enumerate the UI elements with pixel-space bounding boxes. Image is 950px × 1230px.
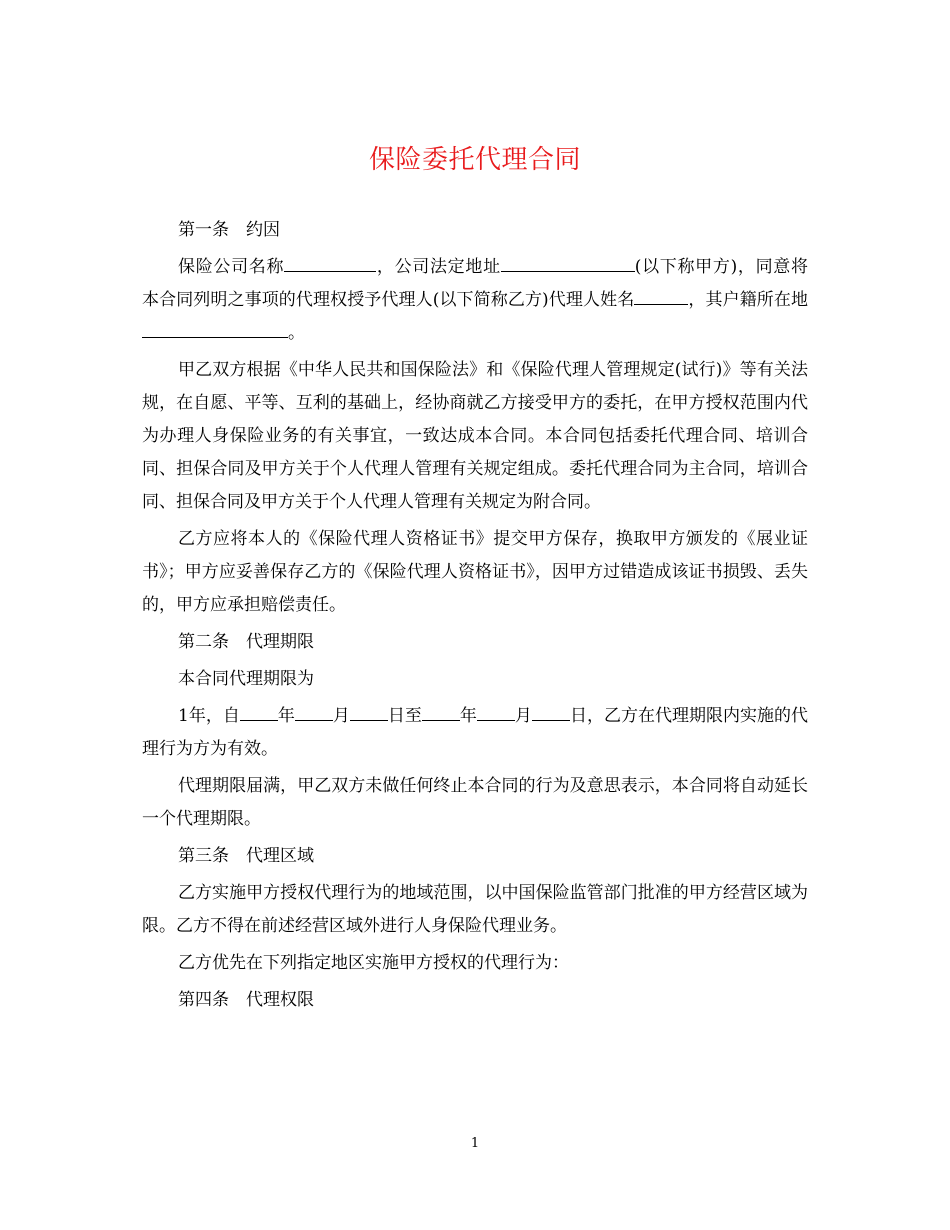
text-segment: 保险公司名称	[178, 257, 285, 277]
blank-company-name	[284, 254, 376, 272]
blank-household-registration	[142, 320, 288, 338]
article-1-paragraph-1	[142, 251, 808, 350]
blank-end-month	[477, 703, 515, 721]
blank-start-month	[295, 703, 333, 721]
contract-body	[142, 214, 808, 1021]
article-1-paragraph-3: 乙方应将本人的《保险代理人资格证书》提交甲方保存，换取甲方颁发的《展业证书》；甲方应妥善保存乙方的《保险代理人资格证书》，因甲方过错造成该证书损毁、丢失的，甲方应承担赔偿责任。	[142, 529, 808, 615]
article-1-paragraph-2: 甲乙双方根据《中华人民共和国保险法》和《保险代理人管理规定(试行)》等有关法规，在自愿、平等、互利的基础上，经协商就乙方接受甲方的委托，在甲方授权范围内代为办理人身保险业务的有关事宜，一致达成本合同。本合同包括委托代理合同、培训合同、担保合同及甲方关于个人代理人管理有关规定组成。委托代理合同为主合同，培训合同、担保合同及甲方关于个人代理人管理有关规定为附合同。	[142, 360, 808, 512]
article-2-paragraph-3: 代理期限届满，甲乙双方未做任何终止本合同的行为及意思表示，本合同将自动延长一个代理期限。	[142, 776, 808, 829]
page-number: 1	[470, 1136, 480, 1151]
text-segment: 1年，自	[178, 706, 240, 726]
article-1-heading: 第一条 约因	[178, 220, 280, 240]
blank-agent-name	[634, 287, 688, 305]
text-segment: 月	[514, 706, 532, 726]
text-segment: 。	[288, 323, 305, 343]
text-segment: 日，乙方在代理期限内实施的代理行为方为有效。	[142, 706, 809, 759]
text-segment: (以下称甲方)，同意将本合同列明之事项的代理权授予代理人(以下简称乙方)代理人姓名	[142, 257, 809, 310]
text-segment: ，公司法定地址	[376, 257, 501, 277]
blank-end-year	[422, 703, 460, 721]
text-segment: ，其户籍所在地	[688, 290, 809, 310]
article-2-paragraph-1: 本合同代理期限为	[178, 669, 314, 689]
article-2-heading: 第二条 代理期限	[178, 632, 314, 652]
text-segment: 年	[277, 706, 295, 726]
blank-company-address	[501, 254, 635, 272]
blank-end-day	[532, 703, 570, 721]
article-3-paragraph-1: 乙方实施甲方授权代理行为的地域范围，以中国保险监管部门批准的甲方经营区域为限。乙方不得在前述经营区域外进行人身保险代理业务。	[142, 883, 808, 936]
page-title: 保险委托代理合同	[368, 145, 581, 175]
article-3-paragraph-2: 乙方优先在下列指定地区实施甲方授权的代理行为：	[178, 953, 569, 973]
article-2-paragraph-2	[142, 700, 808, 766]
text-segment: 年	[459, 706, 477, 726]
blank-start-day	[350, 703, 388, 721]
text-segment: 月	[332, 706, 350, 726]
blank-start-year	[240, 703, 278, 721]
article-4-heading: 第四条 代理权限	[178, 990, 314, 1010]
text-segment: 日至	[387, 706, 422, 726]
article-3-heading: 第三条 代理区域	[178, 846, 314, 866]
